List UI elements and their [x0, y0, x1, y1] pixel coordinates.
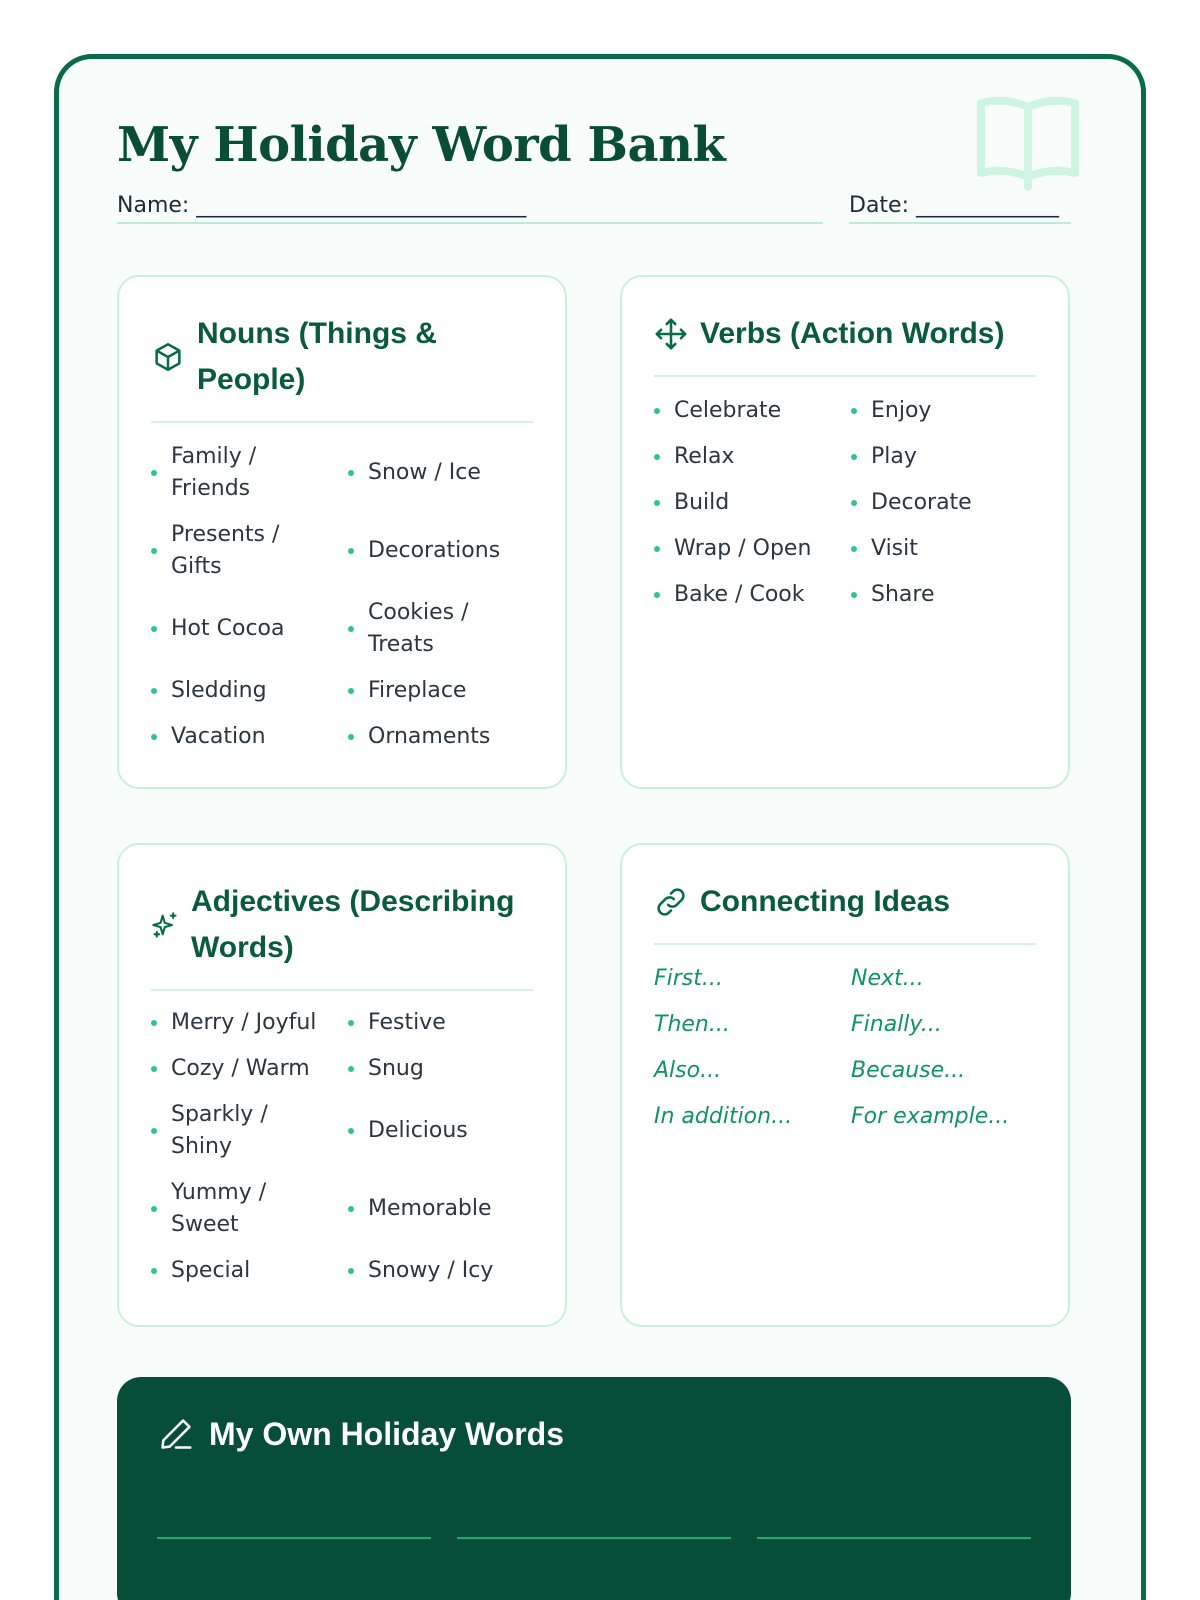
word-item: Family / Friends — [151, 441, 336, 505]
connecting-card-title: Connecting Ideas — [700, 885, 951, 918]
move-arrows-icon — [654, 317, 688, 351]
cube-icon — [151, 340, 185, 374]
connecting-ideas-card — [620, 843, 1070, 1327]
write-line-2[interactable] — [457, 1537, 731, 1539]
write-line-3[interactable] — [757, 1537, 1031, 1539]
word-item: Play — [851, 441, 1036, 473]
word-item: Sparkly / Shiny — [151, 1099, 336, 1163]
word-item: Sledding — [151, 675, 336, 707]
verbs-card-title: Verbs (Action Words) — [700, 317, 1005, 350]
word-item: In addition... — [654, 1104, 793, 1129]
verbs-card-header — [654, 311, 1036, 377]
adjectives-card — [117, 843, 567, 1327]
nouns-card-title: Nouns (Things & People) — [197, 317, 437, 396]
word-item: Special — [151, 1255, 336, 1287]
worksheet — [54, 54, 1146, 1600]
word-item: Snow / Ice — [348, 441, 533, 505]
word-item: Then... — [654, 1012, 730, 1037]
word-item: Decorations — [348, 519, 533, 583]
page-title: My Holiday Word Bank — [117, 117, 726, 173]
word-item: Hot Cocoa — [151, 597, 336, 661]
word-item: Celebrate — [654, 395, 839, 427]
name-field[interactable] — [117, 192, 823, 224]
word-item: Build — [654, 487, 839, 519]
pencil-icon — [157, 1415, 195, 1453]
adjectives-card-title: Adjectives (Describing Words) — [191, 885, 515, 964]
name-underline — [117, 222, 823, 224]
word-item: Presents / Gifts — [151, 519, 336, 583]
date-underline — [849, 222, 1071, 224]
word-item: First... — [654, 966, 723, 991]
date-field[interactable] — [849, 192, 1071, 224]
verbs-card — [620, 275, 1070, 789]
word-item: Enjoy — [851, 395, 1036, 427]
word-item: Delicious — [348, 1099, 533, 1163]
adjectives-card-header — [151, 879, 533, 991]
word-item: Also... — [654, 1058, 722, 1083]
open-book-icon — [975, 95, 1081, 193]
verbs-word-list — [654, 395, 1036, 611]
connecting-card-header — [654, 879, 1036, 945]
word-item: For example... — [851, 1104, 1010, 1129]
word-item: Visit — [851, 533, 1036, 565]
own-words-header — [157, 1415, 564, 1453]
link-icon — [654, 885, 688, 919]
nouns-word-list — [151, 441, 533, 753]
word-item: Wrap / Open — [654, 533, 839, 565]
word-item: Next... — [851, 966, 924, 991]
connecting-word-list — [654, 963, 1036, 1133]
word-item: Snowy / Icy — [348, 1255, 533, 1287]
word-item: Festive — [348, 1007, 533, 1039]
word-item: Yummy / Sweet — [151, 1177, 336, 1241]
word-item: Because... — [851, 1058, 966, 1083]
word-item: Snug — [348, 1053, 533, 1085]
date-label: Date: _____________ — [849, 193, 1059, 218]
adjectives-word-list — [151, 1007, 533, 1287]
write-line-1[interactable] — [157, 1537, 431, 1539]
word-item: Relax — [654, 441, 839, 473]
word-item: Decorate — [851, 487, 1036, 519]
sparkles-icon — [151, 911, 179, 939]
word-item: Vacation — [151, 721, 336, 753]
word-item: Finally... — [851, 1012, 942, 1037]
word-item: Fireplace — [348, 675, 533, 707]
word-item: Bake / Cook — [654, 579, 839, 611]
nouns-card-header — [151, 311, 533, 423]
word-item: Cookies / Treats — [348, 597, 533, 661]
name-label: Name: ______________________________ — [117, 193, 527, 218]
own-words-title: My Own Holiday Words — [209, 1415, 564, 1452]
own-words-panel — [117, 1377, 1071, 1600]
word-item: Ornaments — [348, 721, 533, 753]
word-item: Share — [851, 579, 1036, 611]
word-item: Merry / Joyful — [151, 1007, 336, 1039]
word-item: Cozy / Warm — [151, 1053, 336, 1085]
word-item: Memorable — [348, 1177, 533, 1241]
nouns-card — [117, 275, 567, 789]
